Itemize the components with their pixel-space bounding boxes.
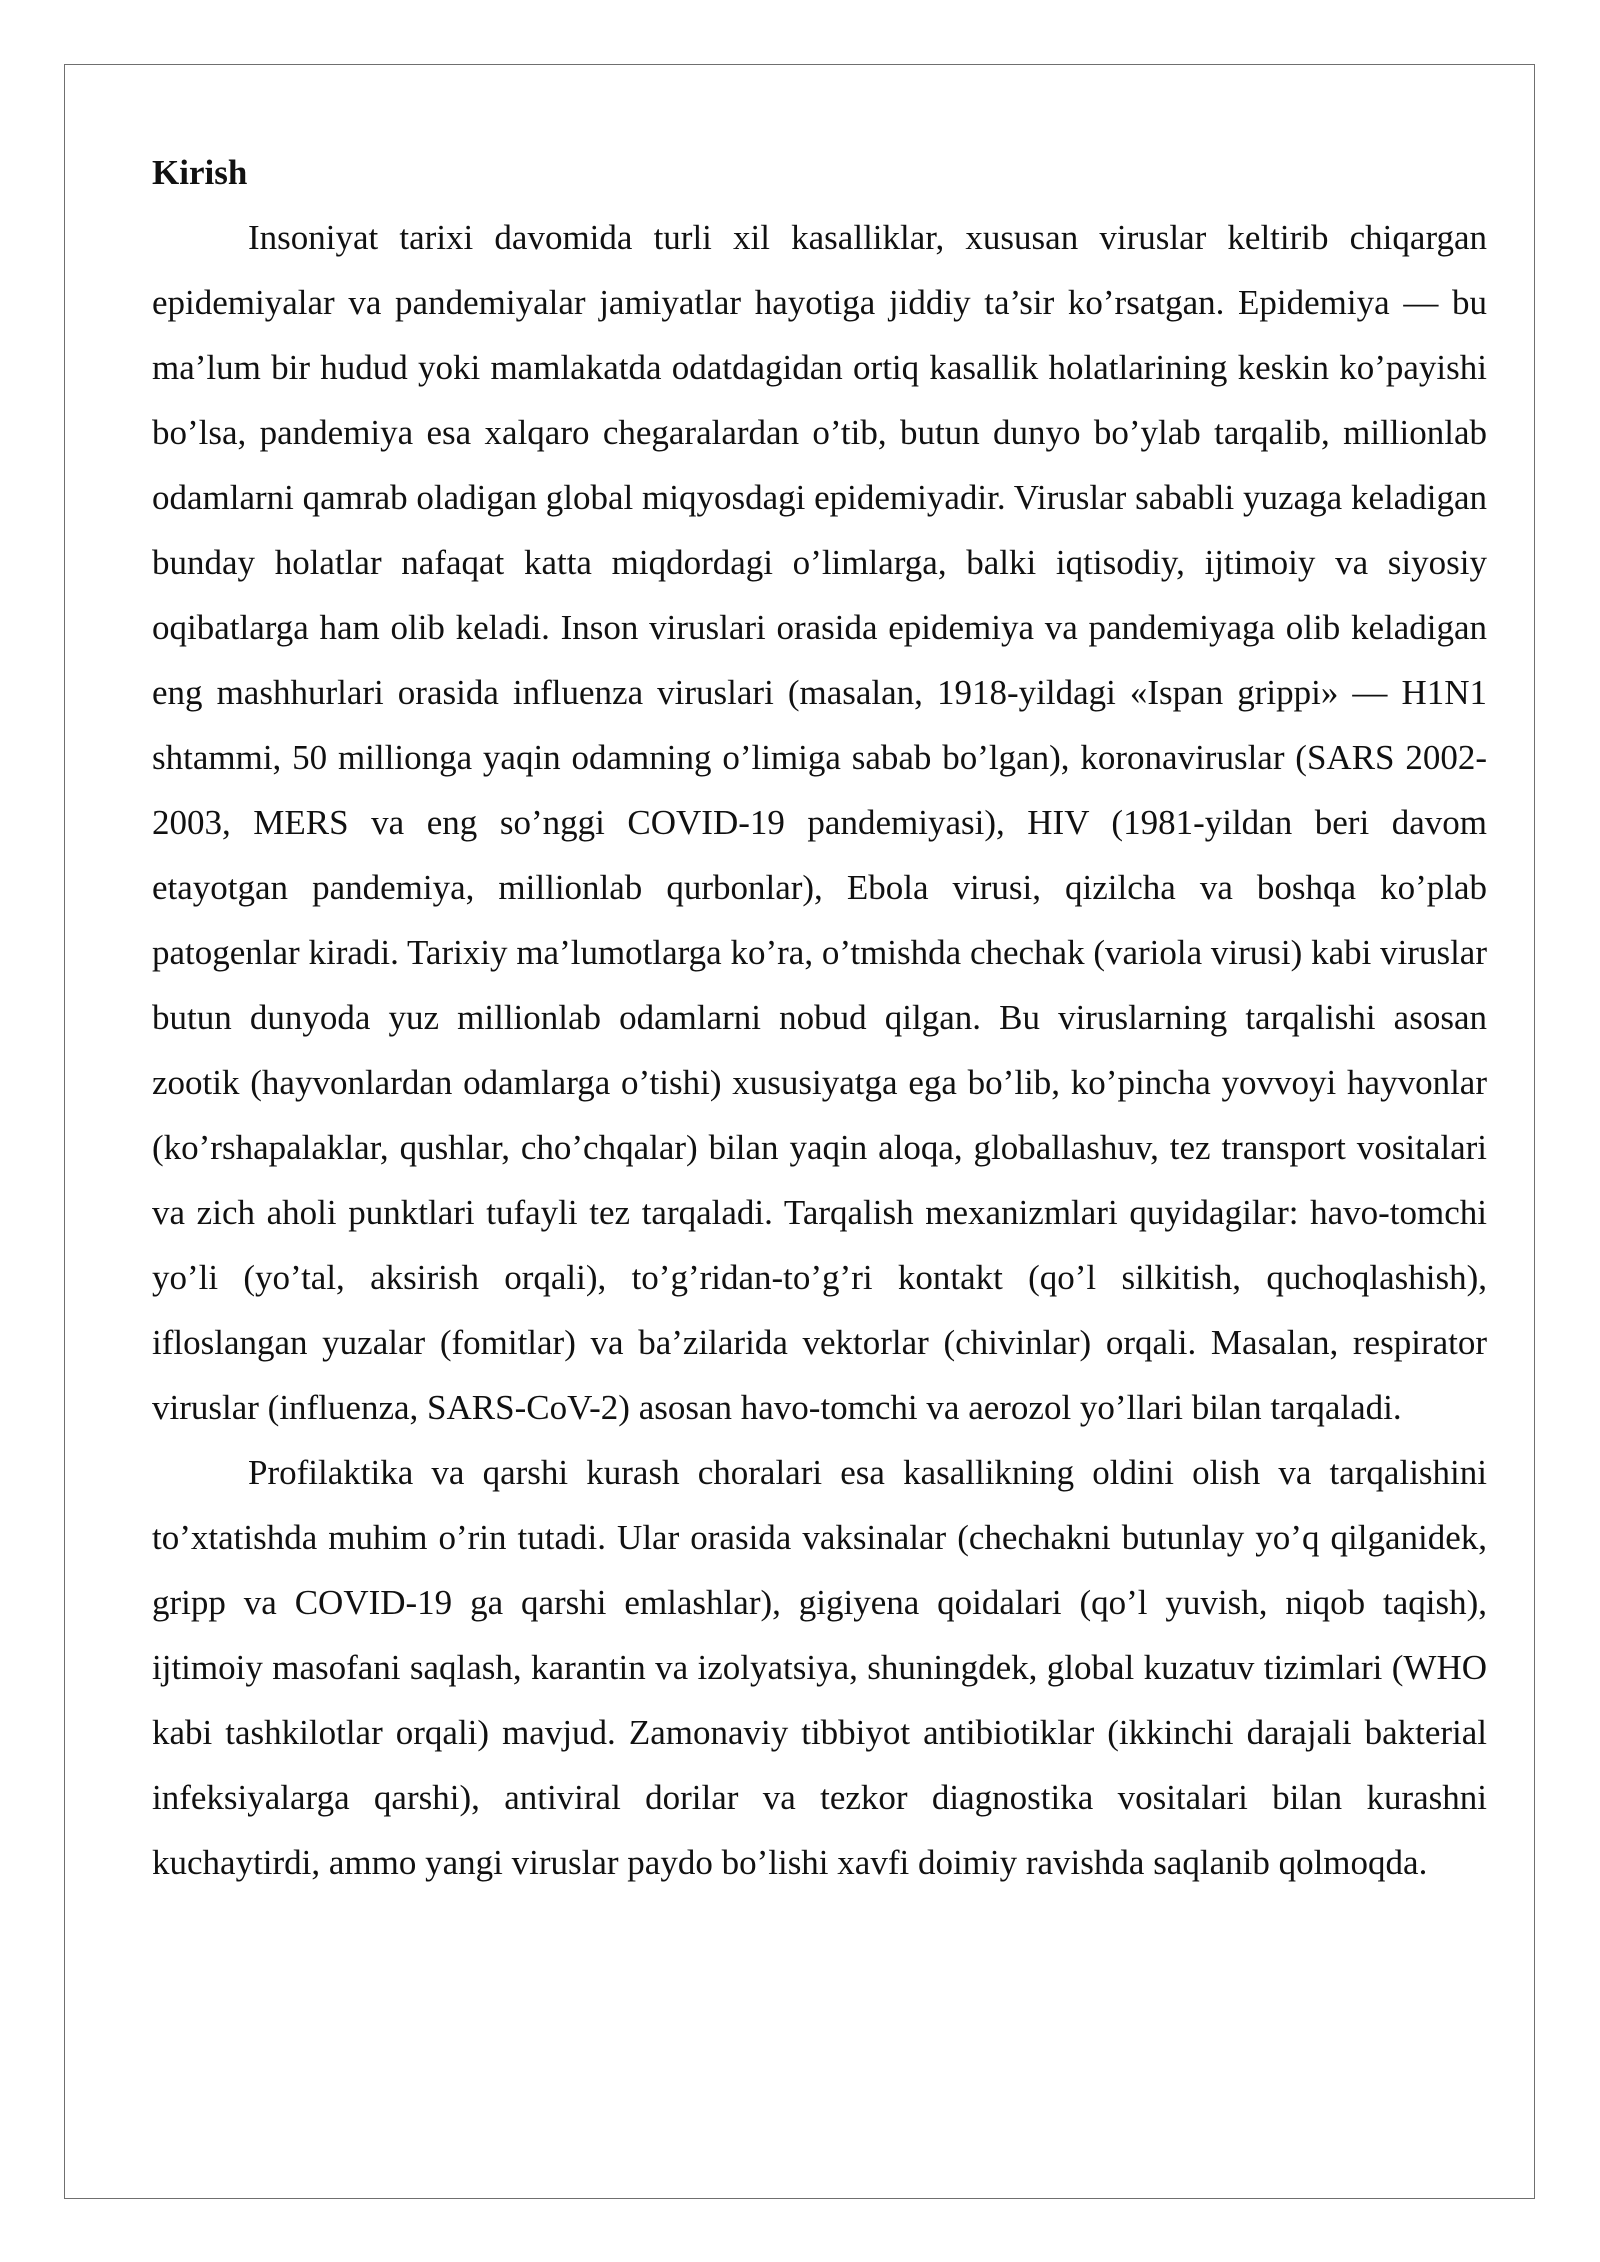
paragraph-intro: Insoniyat tarixi davomida turli xil kasalliklar, xususan viruslar keltirib chiqargan epidemiyalar va pandemiyalar jamiyatlar hayotiga jiddiy ta’sir ko’rsatgan. Epidemiya — bu ma’lum bir hudud yoki mamlakatda odatdagidan ortiq kasallik holatlarining keskin ko’payishi bo’lsa, pandemiya esa xalqaro chegaralardan o’tib, butun dunyo bo’ylab tarqalib, millionlab odamlarni qamrab oladigan global miqyosdagi epidemiyadir. Viruslar sababli yuzaga keladigan bunday holatlar nafaqat katta miqdordagi o’limlarga, balki iqtisodiy, ijtimoiy va siyosiy oqibatlarga ham olib keladi. Inson viruslari orasida epidemiya va pandemiyaga olib keladigan eng mashhurlari orasida influenza viruslari (masalan, 1918-yildagi «Ispan grippi» — H1N1 shtammi, 50 millionga yaqin odamning o’limiga sabab bo’lgan), koronaviruslar (SARS 2002-2003, MERS va eng so’nggi COVID-19 pandemiyasi), HIV (1981-yildan beri davom etayotgan pandemiya, millionlab qurbonlar), Ebola virusi, qizilcha va boshqa ko’plab patogenlar kiradi. Tarixiy ma’lumotlarga ko’ra, o’tmishda chechak (variola virusi) kabi viruslar butun dunyoda yuz millionlab odamlarni nobud qilgan. Bu viruslarning tarqalishi asosan zootik (hayvonlardan odamlarga o’tishi) xususiyatga ega bo’lib, ko’pincha yovvoyi hayvonlar (ko’rshapalaklar, qushlar, cho’chqalar) bilan yaqin aloqa, globallashuv, tez transport vositalari va zich aholi punktlari tufayli tez tarqaladi. Tarqalish mexanizmlari quyidagilar: havo-tomchi yo’li (yo’tal, aksirish orqali), to’g’ridan-to’g’ri kontakt (qo’l silkitish, quchoqlashish), ifloslangan yuzalar (fomitlar) va ba’zilarida vektorlar (chivinlar) orqali. Masalan, respirator viruslar (influenza, SARS-CoV-2) asosan havo-tomchi va aerozol yo’llari bilan tarqaladi.	[152, 218, 1487, 1427]
section-heading: Kirish	[152, 153, 248, 192]
paragraph-prevention: Profilaktika va qarshi kurash choralari esa kasallikning oldini olish va tarqalishini to’xtatishda muhim o’rin tutadi. Ular orasida vaksinalar (chechakni butunlay yo’q qilganidek, gripp va COVID-19 ga qarshi emlashlar), gigiyena qoidalari (qo’l yuvish, niqob taqish), ijtimoiy masofani saqlash, karantin va izolyatsiya, shuningdek, global kuzatuv tizimlari (WHO kabi tashkilotlar orqali) mavjud. Zamonaviy tibbiyot antibiotiklar (ikkinchi darajali bakterial infeksiyalarga qarshi), antiviral dorilar va tezkor diagnostika vositalari bilan kurashni kuchaytirdi, ammo yangi viruslar paydo bo’lishi xavfi doimiy ravishda saqlanib qolmoqda.	[152, 1453, 1487, 1882]
document-body	[152, 140, 1487, 1895]
